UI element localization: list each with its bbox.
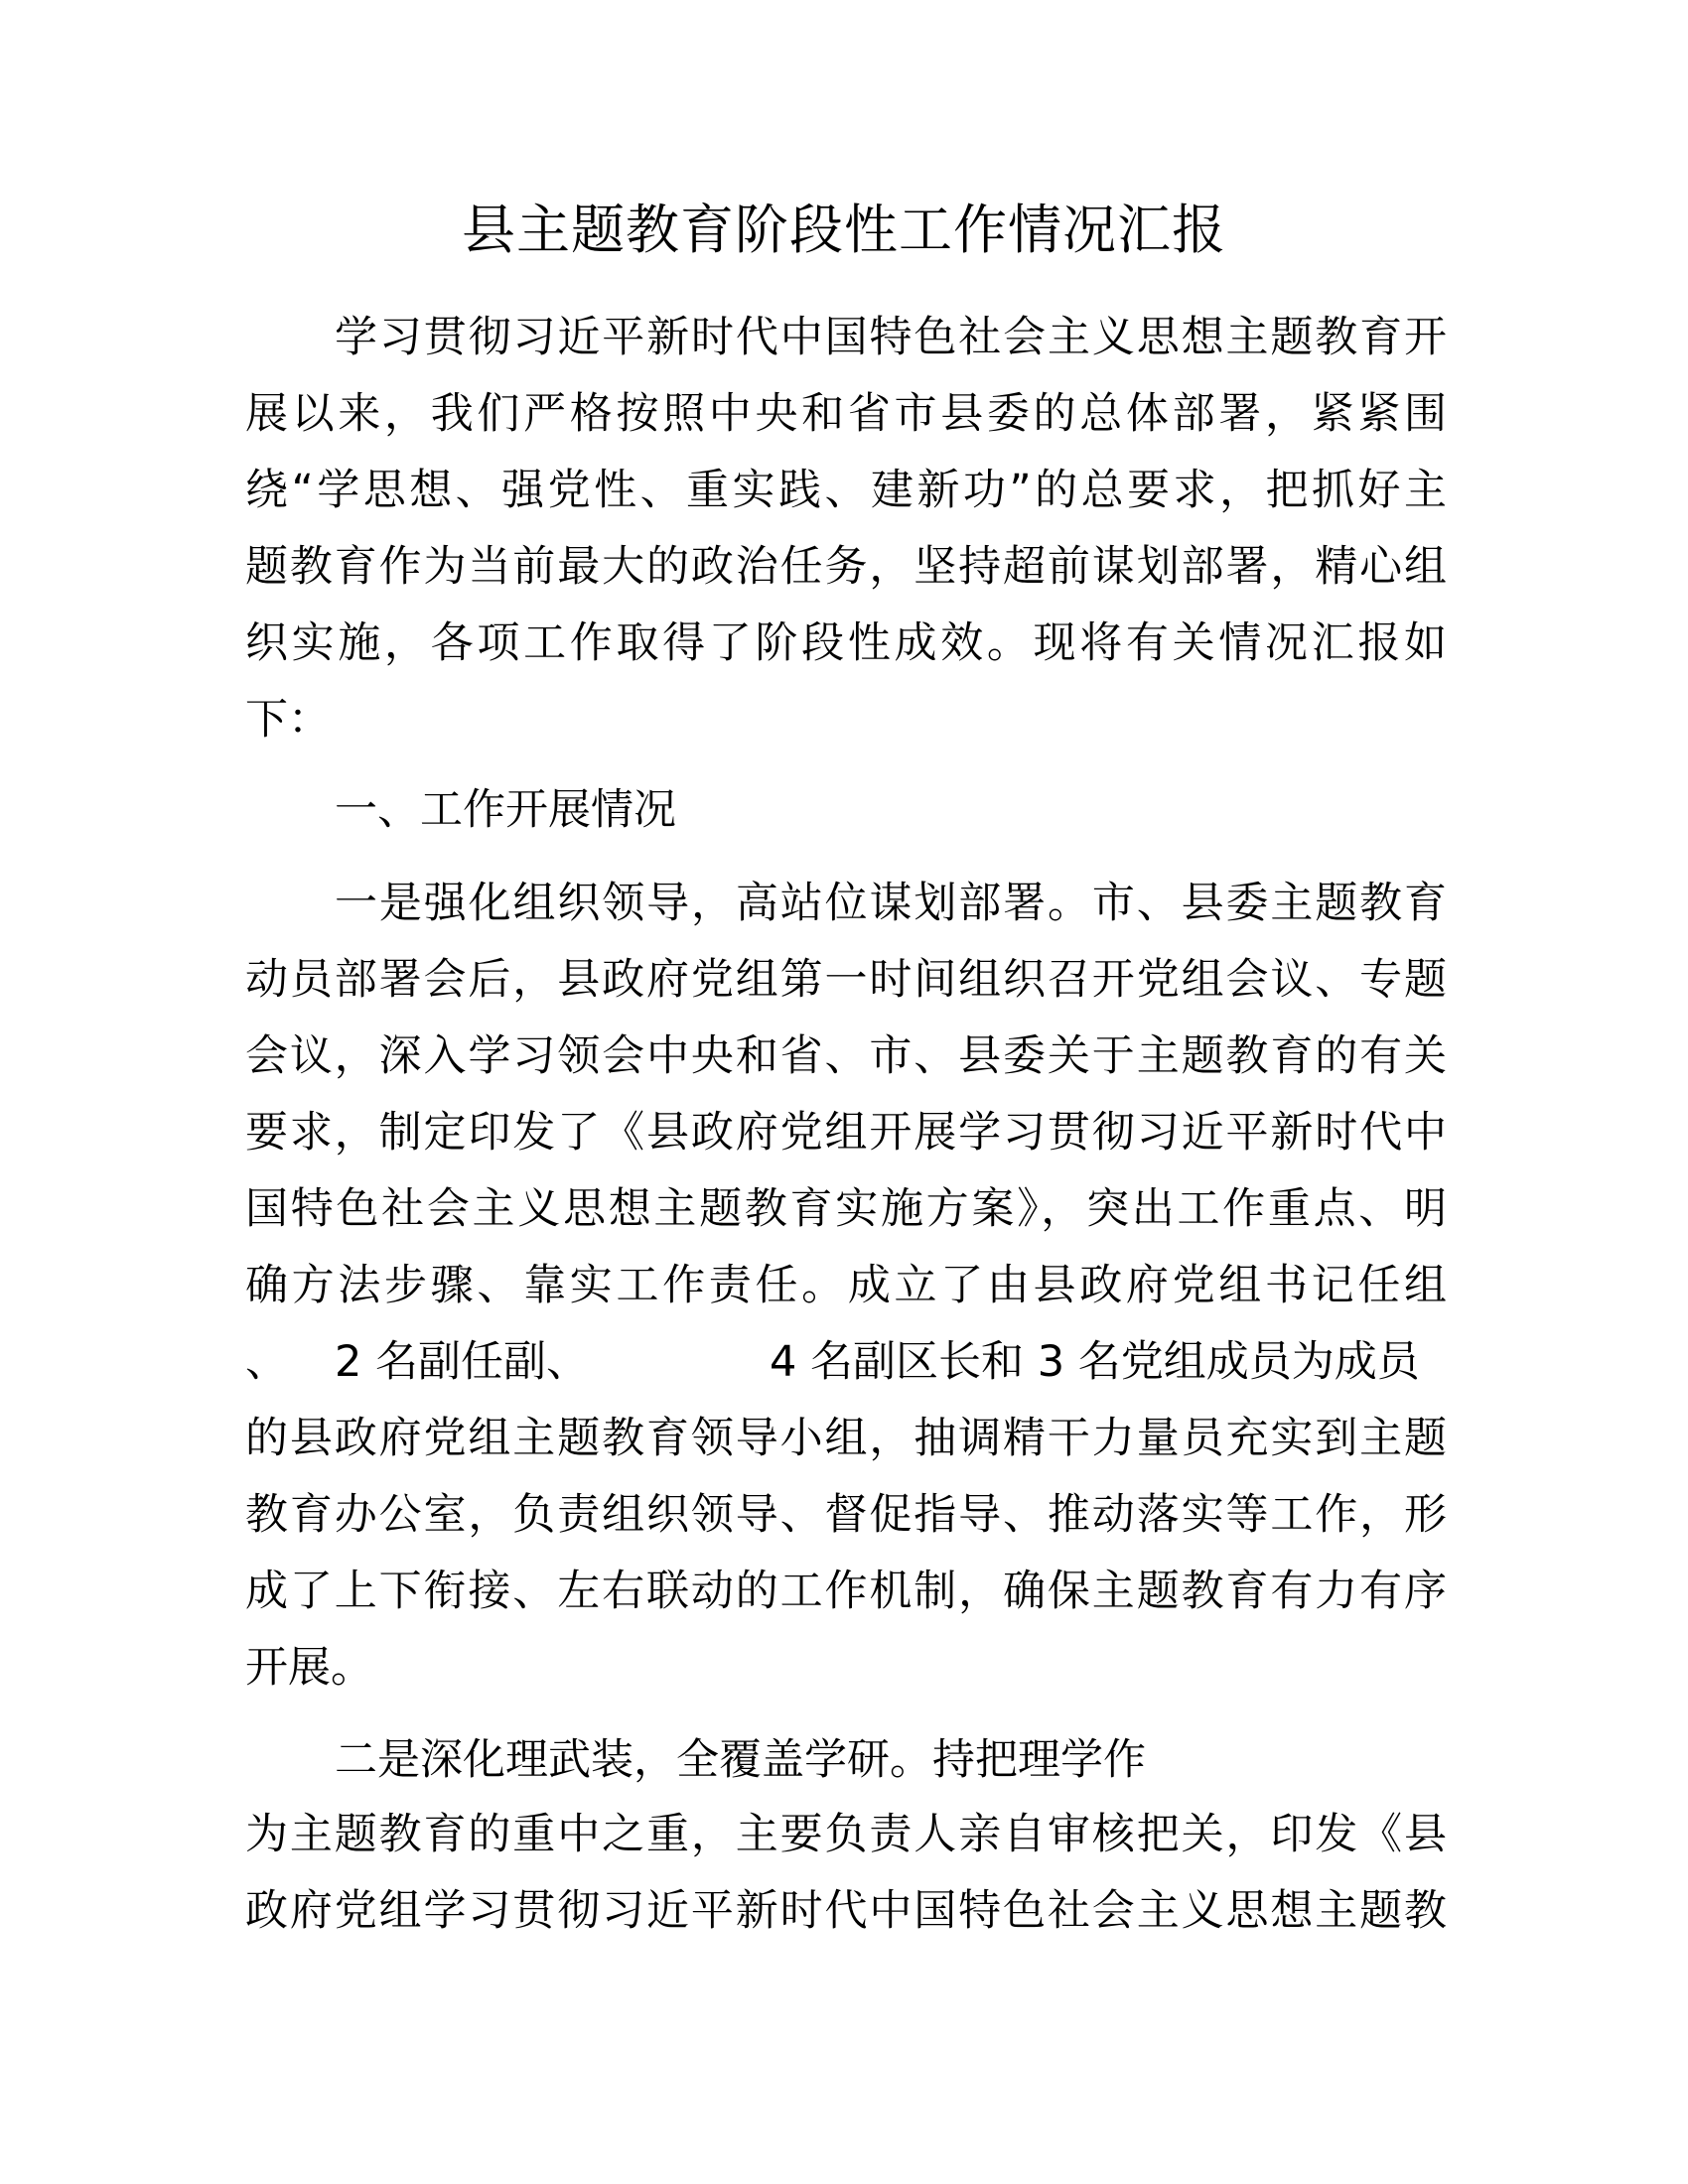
para1-line: 要求，制定印发了《县政府党组开展学习贯彻习近平新时代中 [245, 1108, 1447, 1158]
para1-line: 一是强化组织领导，高站位谋划部署。市、县委主题教育 [335, 879, 1447, 928]
intro-line: 学习贯彻习近平新时代中国特色社会主义思想主题教育开 [335, 313, 1447, 362]
para1-fragment: 2 名副任副、 [335, 1337, 590, 1387]
intro-line: 题教育作为当前最大的政治任务，坚持超前谋划部署，精心组 [245, 542, 1447, 592]
para1-line: 动员部署会后，县政府党组第一时间组织召开党组会议、专题 [245, 955, 1447, 1005]
para1-line: 确方法步骤、靠实工作责任。成立了由县政府党组书记任组 [245, 1261, 1447, 1310]
intro-line: 展以来，我们严格按照中央和省市县委的总体部署，紧紧围 [245, 389, 1447, 439]
para2-line: 二是深化理武装，全覆盖学研。持把理学作 [335, 1735, 1146, 1785]
para1-line: 成了上下衔接、左右联动的工作机制，确保主题教育有力有序 [245, 1567, 1447, 1616]
intro-line: 下： [245, 695, 331, 745]
para2-line: 为主题教育的重中之重，主要负责人亲自审核把关，印发《县 [245, 1810, 1447, 1859]
para1-line: 开展。 [245, 1643, 373, 1693]
para1-fragment: 、 [245, 1337, 288, 1387]
para1-fragment: 4 名副区长和 3 名党组成员为成员 [770, 1337, 1420, 1387]
para2-line: 政府党组学习贯彻习近平新时代中国特色社会主义思想主题教 [245, 1886, 1447, 1936]
intro-line: 织实施，各项工作取得了阶段性成效。现将有关情况汇报如 [245, 618, 1447, 668]
document-title: 县主题教育阶段性工作情况汇报 [462, 199, 1226, 261]
intro-line: 绕“学思想、强党性、重实践、建新功”的总要求，把抓好主 [245, 466, 1447, 515]
para1-line: 的县政府党组主题教育领导小组，抽调精干力量员充实到主题 [245, 1414, 1447, 1463]
para1-line: 会议，深入学习领会中央和省、市、县委关于主题教育的有关 [245, 1031, 1447, 1081]
para1-line: 国特色社会主义思想主题教育实施方案》，突出工作重点、明 [245, 1184, 1447, 1234]
section-heading: 一、工作开展情况 [335, 785, 676, 835]
para1-line: 教育办公室，负责组织领导、督促指导、推动落实等工作，形 [245, 1490, 1447, 1540]
